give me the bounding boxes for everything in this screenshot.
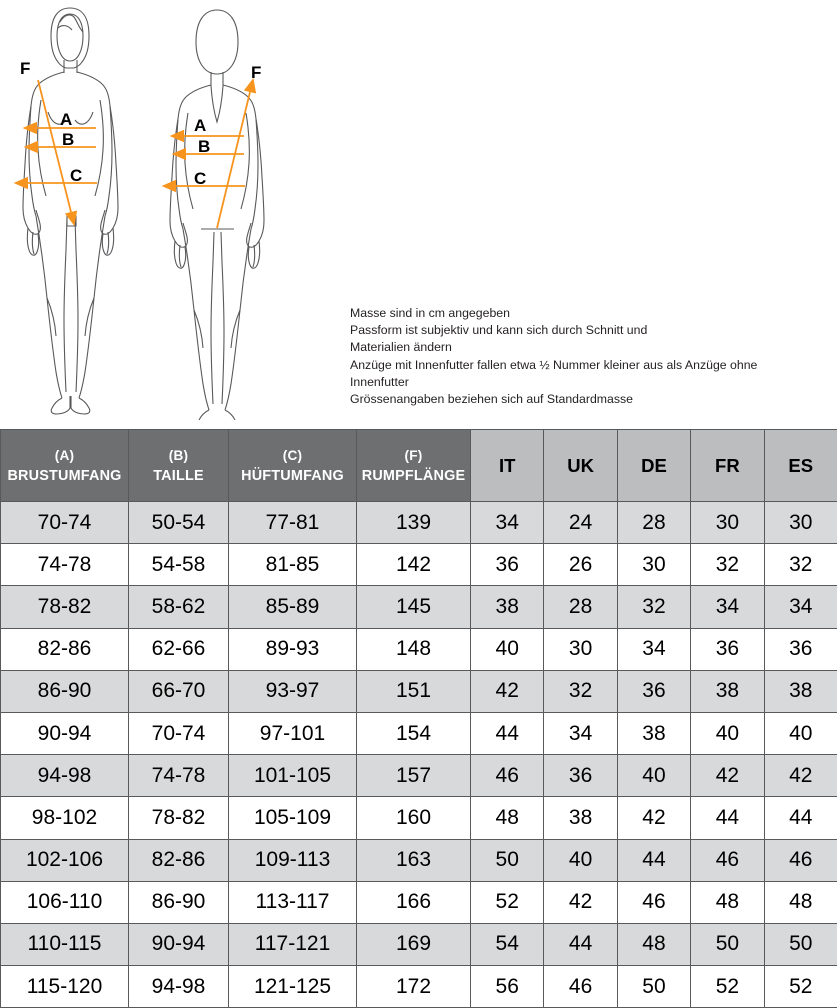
cell-size-de: 44 (617, 839, 690, 881)
cell-huftumfang: 81-85 (229, 544, 357, 586)
note-line: Masse sind in cm angegeben (350, 305, 830, 322)
cell-huftumfang: 97-101 (229, 712, 357, 754)
cell-size-uk: 38 (544, 797, 617, 839)
cell-size-fr: 34 (691, 586, 764, 628)
cell-size-de: 28 (617, 502, 690, 544)
cell-size-es: 50 (764, 923, 837, 965)
cell-size-it: 44 (471, 712, 544, 754)
cell-size-it: 52 (471, 881, 544, 923)
cell-rumpflange: 142 (357, 544, 471, 586)
cell-rumpflange: 151 (357, 670, 471, 712)
cell-size-it: 50 (471, 839, 544, 881)
cell-size-it: 42 (471, 670, 544, 712)
cell-size-uk: 46 (544, 966, 617, 1008)
cell-brustumfang: 106-110 (1, 881, 129, 923)
measurement-notes (350, 305, 830, 408)
cell-size-fr: 48 (691, 881, 764, 923)
cell-huftumfang: 85-89 (229, 586, 357, 628)
header-taille-code: (B) (129, 446, 228, 466)
cell-size-fr: 40 (691, 712, 764, 754)
cell-taille: 82-86 (129, 839, 229, 881)
cell-size-es: 42 (764, 755, 837, 797)
header-taille (129, 430, 229, 502)
table-row (1, 966, 837, 1008)
label-b-front: B (62, 130, 74, 149)
arrow-f-back (217, 92, 250, 228)
label-a-front: A (60, 110, 72, 129)
label-c-front: C (70, 166, 82, 185)
cell-brustumfang: 82-86 (1, 628, 129, 670)
cell-size-uk: 28 (544, 586, 617, 628)
cell-huftumfang: 121-125 (229, 966, 357, 1008)
cell-rumpflange: 157 (357, 755, 471, 797)
table-row (1, 881, 837, 923)
cell-size-fr: 36 (691, 628, 764, 670)
cell-brustumfang: 98-102 (1, 797, 129, 839)
note-line: Anzüge mit Innenfutter fallen etwa ½ Nummer kleiner aus als Anzüge ohne (350, 357, 830, 374)
cell-taille: 78-82 (129, 797, 229, 839)
cell-size-de: 48 (617, 923, 690, 965)
cell-size-de: 42 (617, 797, 690, 839)
cell-brustumfang: 74-78 (1, 544, 129, 586)
cell-size-es: 30 (764, 502, 837, 544)
table-row (1, 839, 837, 881)
cell-size-it: 56 (471, 966, 544, 1008)
cell-taille: 66-70 (129, 670, 229, 712)
cell-size-it: 36 (471, 544, 544, 586)
header-row (1, 430, 837, 502)
cell-size-es: 34 (764, 586, 837, 628)
cell-huftumfang: 77-81 (229, 502, 357, 544)
cell-size-de: 32 (617, 586, 690, 628)
cell-size-es: 48 (764, 881, 837, 923)
header-rumpflange (357, 430, 471, 502)
cell-size-it: 46 (471, 755, 544, 797)
cell-size-it: 34 (471, 502, 544, 544)
cell-size-de: 36 (617, 670, 690, 712)
cell-rumpflange: 145 (357, 586, 471, 628)
cell-rumpflange: 154 (357, 712, 471, 754)
cell-brustumfang: 102-106 (1, 839, 129, 881)
cell-size-fr: 42 (691, 755, 764, 797)
cell-size-it: 48 (471, 797, 544, 839)
cell-brustumfang: 90-94 (1, 712, 129, 754)
cell-huftumfang: 93-97 (229, 670, 357, 712)
table-row (1, 670, 837, 712)
cell-size-uk: 32 (544, 670, 617, 712)
cell-huftumfang: 101-105 (229, 755, 357, 797)
note-line: Innenfutter (350, 374, 830, 391)
size-chart-table (0, 429, 837, 1008)
cell-size-es: 40 (764, 712, 837, 754)
cell-size-uk: 40 (544, 839, 617, 881)
table-row (1, 755, 837, 797)
cell-huftumfang: 89-93 (229, 628, 357, 670)
cell-size-es: 52 (764, 966, 837, 1008)
cell-size-uk: 26 (544, 544, 617, 586)
cell-size-es: 44 (764, 797, 837, 839)
label-a-back: A (194, 116, 206, 135)
cell-size-de: 50 (617, 966, 690, 1008)
cell-size-de: 38 (617, 712, 690, 754)
cell-huftumfang: 109-113 (229, 839, 357, 881)
figure-back-arrows (176, 92, 250, 228)
cell-size-es: 32 (764, 544, 837, 586)
cell-size-es: 36 (764, 628, 837, 670)
table-row (1, 502, 837, 544)
cell-rumpflange: 139 (357, 502, 471, 544)
table-row (1, 923, 837, 965)
cell-brustumfang: 94-98 (1, 755, 129, 797)
cell-taille: 50-54 (129, 502, 229, 544)
cell-taille: 74-78 (129, 755, 229, 797)
cell-size-fr: 50 (691, 923, 764, 965)
cell-size-de: 30 (617, 544, 690, 586)
header-rumpflange-label: RUMPFLÄNGE (357, 466, 470, 486)
cell-brustumfang: 115-120 (1, 966, 129, 1008)
cell-taille: 58-62 (129, 586, 229, 628)
cell-brustumfang: 110-115 (1, 923, 129, 965)
cell-size-es: 46 (764, 839, 837, 881)
label-c-back: C (194, 169, 206, 188)
cell-size-it: 38 (471, 586, 544, 628)
table-row (1, 628, 837, 670)
label-b-back: B (198, 137, 210, 156)
cell-size-uk: 36 (544, 755, 617, 797)
cell-size-uk: 34 (544, 712, 617, 754)
cell-size-fr: 30 (691, 502, 764, 544)
cell-size-uk: 30 (544, 628, 617, 670)
header-rumpflange-code: (F) (357, 446, 470, 466)
cell-rumpflange: 172 (357, 966, 471, 1008)
label-f-back: F (251, 63, 261, 82)
cell-huftumfang: 113-117 (229, 881, 357, 923)
cell-size-de: 46 (617, 881, 690, 923)
cell-size-fr: 38 (691, 670, 764, 712)
cell-size-it: 40 (471, 628, 544, 670)
cell-size-fr: 44 (691, 797, 764, 839)
measurement-diagram (0, 0, 340, 420)
note-line: Grössenangaben beziehen sich auf Standardmasse (350, 391, 830, 408)
cell-size-es: 38 (764, 670, 837, 712)
cell-taille: 94-98 (129, 966, 229, 1008)
cell-rumpflange: 166 (357, 881, 471, 923)
figure-back-outline (170, 10, 264, 420)
note-line: Materialien ändern (350, 339, 830, 356)
cell-brustumfang: 78-82 (1, 586, 129, 628)
header-brustumfang (1, 430, 129, 502)
header-huftumfang-code: (C) (229, 446, 356, 466)
cell-huftumfang: 105-109 (229, 797, 357, 839)
header-brustumfang-code: (A) (1, 446, 128, 466)
cell-size-uk: 44 (544, 923, 617, 965)
cell-size-uk: 42 (544, 881, 617, 923)
cell-taille: 90-94 (129, 923, 229, 965)
header-size-uk: UK (544, 430, 617, 502)
cell-rumpflange: 169 (357, 923, 471, 965)
table-row (1, 712, 837, 754)
header-huftumfang-label: HÜFTUMFANG (229, 466, 356, 486)
header-size-es: ES (764, 430, 837, 502)
header-taille-label: TAILLE (129, 466, 228, 486)
table-row (1, 544, 837, 586)
cell-rumpflange: 160 (357, 797, 471, 839)
cell-rumpflange: 148 (357, 628, 471, 670)
cell-taille: 70-74 (129, 712, 229, 754)
cell-brustumfang: 70-74 (1, 502, 129, 544)
table-body (1, 502, 837, 1008)
note-line: Passform ist subjektiv und kann sich durch Schnitt und (350, 322, 830, 339)
header-size-fr: FR (691, 430, 764, 502)
cell-rumpflange: 163 (357, 839, 471, 881)
cell-size-de: 40 (617, 755, 690, 797)
cell-size-fr: 32 (691, 544, 764, 586)
cell-brustumfang: 86-90 (1, 670, 129, 712)
header-size-it: IT (471, 430, 544, 502)
table-row (1, 797, 837, 839)
cell-size-de: 34 (617, 628, 690, 670)
cell-taille: 86-90 (129, 881, 229, 923)
cell-size-fr: 52 (691, 966, 764, 1008)
cell-taille: 62-66 (129, 628, 229, 670)
table-header (1, 430, 837, 502)
header-huftumfang (229, 430, 357, 502)
size-table-container (0, 429, 837, 1008)
cell-size-it: 54 (471, 923, 544, 965)
header-size-de: DE (617, 430, 690, 502)
cell-taille: 54-58 (129, 544, 229, 586)
cell-huftumfang: 117-121 (229, 923, 357, 965)
label-f-front: F (20, 59, 30, 78)
header-brustumfang-label: BRUSTUMFANG (1, 466, 128, 486)
cell-size-fr: 46 (691, 839, 764, 881)
cell-size-uk: 24 (544, 502, 617, 544)
table-row (1, 586, 837, 628)
